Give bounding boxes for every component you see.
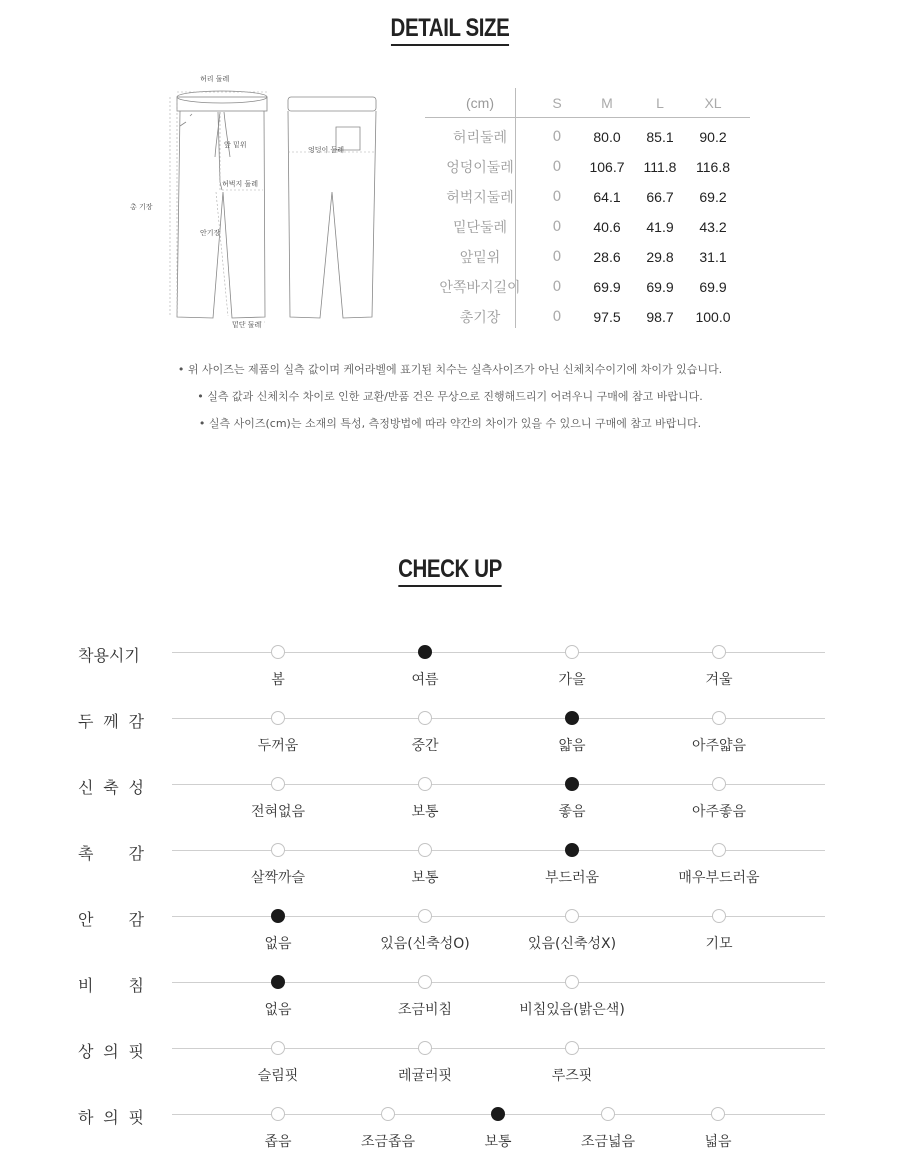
size-note-3: • 실측 사이즈(cm)는 소재의 특성, 측정방법에 따라 약간의 차이가 있을 수 있으니 구매에 참고 바랍니다. (198, 417, 702, 430)
check-up-option: 슬림핏 (257, 1068, 299, 1084)
check-up-label: 두 께 감 (78, 712, 144, 731)
value-s: 0 (552, 129, 562, 145)
check-up-track (172, 652, 825, 653)
row-label: 밑단둘레 (452, 220, 508, 236)
check-up-dot-selected (565, 777, 579, 791)
check-up-row (0, 1105, 900, 1164)
check-up-row (0, 709, 900, 769)
check-up-option: 아주얇음 (691, 738, 747, 754)
value-m: 97.5 (593, 309, 621, 325)
value-m: 69.9 (593, 279, 621, 295)
check-up-track (172, 1048, 825, 1049)
check-up-option: 넓음 (704, 1134, 732, 1150)
row-label: 허벅지둘레 (446, 190, 514, 206)
check-up-dot (418, 975, 432, 989)
value-s: 0 (552, 189, 562, 205)
value-m: 40.6 (593, 219, 621, 235)
check-up-dot (712, 777, 726, 791)
check-up-track (172, 916, 825, 917)
pants-outline-illustration (120, 72, 400, 337)
check-up-option: 여름 (411, 672, 439, 688)
diagram-label-waist: 허리 둘레 (200, 75, 230, 83)
check-up-dot-selected (491, 1107, 505, 1121)
diagram-label-front-rise: 앞 밑위 (224, 141, 247, 149)
check-up-label: 하 의 핏 (78, 1108, 144, 1127)
check-up-track (172, 982, 825, 983)
check-up-label: 비 침 (78, 976, 144, 995)
header-m: M (601, 95, 613, 111)
check-up-option: 기모 (705, 936, 733, 952)
size-table-header (425, 88, 750, 118)
diagram-label-inseam: 안기장 (200, 229, 221, 237)
header-unit: (cm) (466, 95, 494, 111)
value-l: 66.7 (646, 189, 674, 205)
check-up-track (172, 784, 825, 785)
value-m: 28.6 (593, 249, 621, 265)
size-table-row (425, 242, 750, 272)
check-up-option: 매우부드러움 (678, 870, 760, 886)
check-up-option: 없음 (264, 1002, 292, 1018)
check-up-option: 부드러움 (544, 870, 600, 886)
check-up-option: 비침있음(밝은색) (519, 1002, 625, 1018)
value-l: 69.9 (646, 279, 674, 295)
check-up-option: 봄 (271, 672, 285, 688)
check-up-dot (271, 645, 285, 659)
check-up-dot (418, 711, 432, 725)
row-label: 안쪽바지길이 (439, 280, 521, 296)
row-label: 총기장 (459, 310, 501, 326)
check-up-option: 보통 (411, 804, 439, 820)
check-up-dot (712, 645, 726, 659)
check-up-option: 있음(신축성O) (380, 936, 470, 952)
check-up-label: 상 의 핏 (78, 1042, 144, 1061)
value-xl: 69.9 (699, 279, 727, 295)
check-up-option: 좁음 (264, 1134, 292, 1150)
check-up-row (0, 1039, 900, 1099)
check-up-option: 전혀없음 (250, 804, 306, 820)
check-up-track (172, 718, 825, 719)
check-up-row (0, 643, 900, 703)
size-table-row (425, 212, 750, 242)
check-up-row (0, 973, 900, 1033)
check-up-option: 조금비침 (397, 1002, 453, 1018)
check-up-dot (418, 843, 432, 857)
table-header-divider (425, 117, 750, 118)
check-up-option: 좋음 (558, 804, 586, 820)
check-up-dot-selected (271, 909, 285, 923)
check-up-dot (271, 843, 285, 857)
check-up-dot (418, 909, 432, 923)
row-label: 앞밑위 (459, 250, 501, 266)
row-label: 허리둘레 (452, 130, 508, 146)
check-up-dot-selected (565, 711, 579, 725)
check-up-title: CHECK UP (81, 555, 819, 584)
check-up-option: 조금넓음 (580, 1134, 636, 1150)
check-up-dot (565, 645, 579, 659)
check-up-option: 아주좋음 (691, 804, 747, 820)
value-xl: 100.0 (695, 309, 731, 325)
check-up-option: 살짝까슬 (250, 870, 306, 886)
value-xl: 43.2 (699, 219, 727, 235)
value-l: 29.8 (646, 249, 674, 265)
value-xl: 69.2 (699, 189, 727, 205)
size-table-row (425, 182, 750, 212)
value-m: 80.0 (593, 129, 621, 145)
check-up-option: 보통 (411, 870, 439, 886)
check-up-dot (271, 711, 285, 725)
size-table-row (425, 302, 750, 332)
value-l: 85.1 (646, 129, 674, 145)
check-up-dot (565, 1041, 579, 1055)
check-up-dot (381, 1107, 395, 1121)
check-up-row (0, 775, 900, 835)
check-up-option: 없음 (264, 936, 292, 952)
value-l: 41.9 (646, 219, 674, 235)
value-m: 64.1 (593, 189, 621, 205)
check-up-dot (271, 1041, 285, 1055)
check-up-dot (418, 1041, 432, 1055)
header-xl: XL (704, 95, 722, 111)
check-up-track (172, 850, 825, 851)
check-up-label: 신 축 성 (78, 778, 144, 797)
size-table-row (425, 122, 750, 152)
check-up-option: 보통 (484, 1134, 512, 1150)
check-up-option: 중간 (411, 738, 439, 754)
check-up-dot-selected (418, 645, 432, 659)
value-s: 0 (552, 309, 562, 325)
diagram-label-thigh: 허벅지 둘레 (222, 180, 259, 188)
check-up-dot-selected (565, 843, 579, 857)
value-s: 0 (552, 159, 562, 175)
header-l: L (656, 95, 664, 111)
check-up-dot (565, 975, 579, 989)
detail-size-title: DETAIL SIZE (81, 14, 819, 43)
check-up-dot (711, 1107, 725, 1121)
check-up-dot (418, 777, 432, 791)
value-s: 0 (552, 279, 562, 295)
value-s: 0 (552, 249, 562, 265)
size-table-row (425, 152, 750, 182)
check-up-label: 안 감 (78, 910, 144, 929)
row-label: 엉덩이둘레 (446, 160, 514, 176)
check-up-row (0, 841, 900, 901)
check-up-option: 얇음 (558, 738, 586, 754)
check-up-dot (565, 909, 579, 923)
check-up-label: 착용시기 (78, 646, 140, 665)
value-xl: 116.8 (696, 159, 730, 175)
size-table-row (425, 272, 750, 302)
check-up-row (0, 907, 900, 967)
value-xl: 31.1 (699, 249, 727, 265)
value-s: 0 (552, 219, 562, 235)
check-up-label: 촉 감 (78, 844, 144, 863)
diagram-label-hip: 엉덩이 둘레 (308, 146, 345, 154)
size-note-1: • 위 사이즈는 제품의 실측 값이며 케어라벨에 표기된 치수는 실측사이즈가 아닌 신체치수이기에 차이가 있습니다. (177, 363, 723, 376)
check-up-dot (712, 843, 726, 857)
header-s: S (552, 95, 562, 111)
check-up-dot-selected (271, 975, 285, 989)
check-up-option: 가을 (558, 672, 586, 688)
check-up-option: 레귤러핏 (397, 1068, 453, 1084)
pants-diagram (120, 72, 400, 337)
diagram-label-total-length: 총 기장 (130, 203, 153, 211)
check-up-dot (271, 1107, 285, 1121)
check-up-option: 두꺼움 (257, 738, 299, 754)
value-xl: 90.2 (699, 129, 727, 145)
check-up-dot (271, 777, 285, 791)
value-l: 111.8 (643, 159, 677, 175)
check-up-option: 있음(신축성X) (527, 936, 617, 952)
value-l: 98.7 (646, 309, 674, 325)
check-up-dot (601, 1107, 615, 1121)
check-up-dot (712, 711, 726, 725)
check-up-dot (712, 909, 726, 923)
check-up-option: 루즈핏 (551, 1068, 593, 1084)
diagram-label-hem: 밑단 둘레 (232, 321, 262, 329)
value-m: 106.7 (589, 159, 625, 175)
check-up-option: 겨울 (705, 672, 733, 688)
size-note-2: • 실측 값과 신체치수 차이로 인한 교환/반품 건은 무상으로 진행해드리기 어려우니 구매에 참고 바랍니다. (197, 390, 703, 403)
check-up-option: 조금좁음 (360, 1134, 416, 1150)
